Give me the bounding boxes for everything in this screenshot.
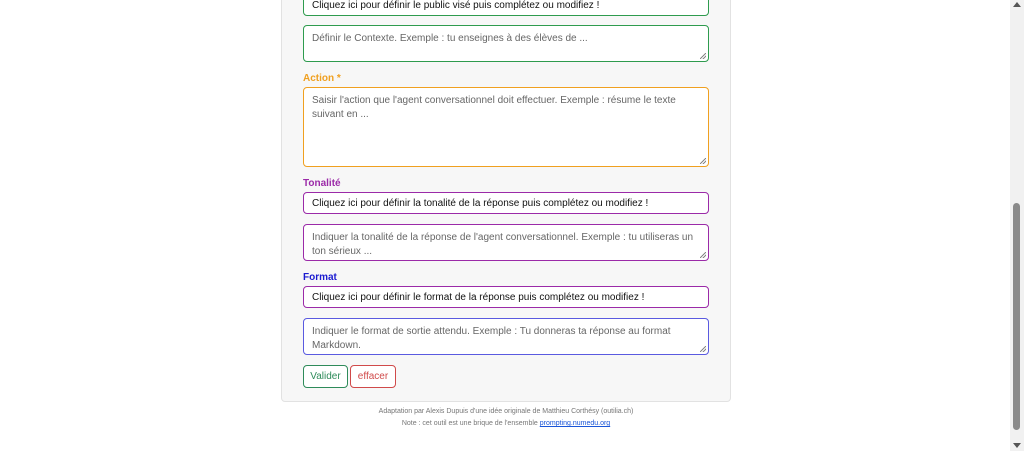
scroll-down-arrow-icon[interactable]	[1013, 443, 1021, 448]
format-label: Format	[303, 272, 337, 283]
resize-handle-icon[interactable]	[700, 252, 706, 258]
public-select[interactable]: Cliquez ici pour définir le public visé puis complétez ou modifiez !	[303, 0, 709, 16]
clear-button[interactable]: effacer	[350, 365, 396, 388]
context-textarea[interactable]	[303, 25, 709, 62]
tonalite-select[interactable]: Cliquez ici pour définir la tonalité de la réponse puis complétez ou modifiez !	[303, 192, 709, 214]
validate-button[interactable]: Valider	[303, 365, 348, 388]
resize-handle-icon[interactable]	[700, 346, 706, 352]
format-textarea[interactable]	[303, 318, 709, 355]
scroll-up-arrow-icon[interactable]	[1013, 2, 1021, 7]
format-placeholder: Indiquer le format de sortie attendu. Exemple : Tu donneras ta réponse au format Markdown.	[312, 326, 671, 351]
scrollbar[interactable]	[1010, 0, 1024, 451]
tonalite-label: Tonalité	[303, 178, 341, 189]
action-label	[303, 73, 341, 84]
context-placeholder: Définir le Contexte. Exemple : tu enseignes à des élèves de ...	[312, 33, 588, 44]
scrollbar-thumb[interactable]	[1013, 203, 1020, 430]
footer-note	[281, 420, 731, 427]
required-mark: *	[336, 73, 341, 84]
tonalite-textarea[interactable]	[303, 224, 709, 261]
format-select[interactable]: Cliquez ici pour définir le format de la réponse puis complétez ou modifiez !	[303, 286, 709, 308]
action-textarea[interactable]	[303, 87, 709, 167]
tonalite-placeholder: Indiquer la tonalité de la réponse de l'agent conversationnel. Exemple : tu utiliseras un ton sérieux ...	[312, 232, 694, 257]
footer-credit: Adaptation par Alexis Dupuis d'une idée originale de Matthieu Corthésy (outilia.ch)	[378, 408, 634, 415]
footer-link[interactable]: prompting.numedu.org	[539, 420, 611, 427]
footer-note-text: Note : cet outil est une brique de l'ensemble	[401, 420, 538, 427]
action-label-text: Action	[303, 73, 335, 84]
resize-handle-icon[interactable]	[700, 53, 706, 59]
action-placeholder: Saisir l'action que l'agent conversationnel doit effectuer. Exemple : résume le texte suivant en ...	[312, 95, 676, 120]
resize-handle-icon[interactable]	[700, 158, 706, 164]
